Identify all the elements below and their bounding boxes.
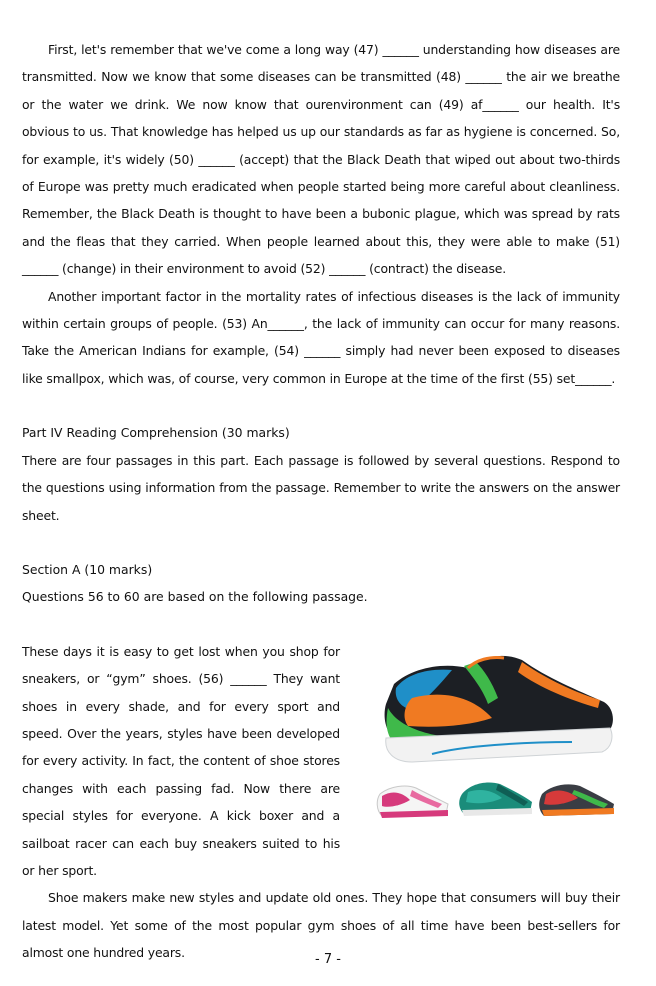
pink-sneaker-icon bbox=[377, 786, 448, 818]
section-a-note: Questions 56 to 60 are based on the following passage. bbox=[22, 589, 368, 605]
large-sneaker-icon bbox=[385, 656, 613, 762]
passage-paragraph-2: Another important factor in the mortality rates of infectious diseases is the lack of immunity within certain groups of people. (53) An______, the lack of immunity can occur for many reasons. Take the American Indians for example, (54) ______ simply had never been exposed to diseases like smallpox, which was, of course, very common in Europe at the time of the first (55) set______. bbox=[22, 288, 620, 386]
part-iv-instructions: There are four passages in this part. Each passage is followed by several questions. Respond to the questions using information from the passage. Remember to write the answers on the answer sheet. bbox=[22, 452, 620, 523]
page-content bbox=[22, 36, 620, 967]
part-iv-heading: Part IV Reading Comprehension (30 marks) bbox=[22, 425, 290, 441]
section-a-paragraph-2: Shoe makers make new styles and update old ones. They hope that consumers will buy their latest model. Yet some of the most popular gym shoes of all time have been best-sellers for almost one hundred years. bbox=[22, 890, 620, 961]
multicolor-sneaker-icon bbox=[539, 784, 614, 816]
section-a-body bbox=[22, 638, 620, 967]
teal-sneaker-icon bbox=[459, 782, 532, 816]
page-number: - 7 - bbox=[315, 952, 341, 967]
sneakers-illustration bbox=[372, 638, 620, 828]
section-a-paragraph-1: These days it is easy to get lost when you shop for sneakers, or “gym” shoes. (56) ______ They want shoes in every shade, and for every sport and speed. Over the years, styles have been developed for every activity. In fact, the content of shoe stores changes with each passing fad. Now there are special styles for everyone. A kick boxer and a sailboat racer can each buy sneakers suited to his or her sport. bbox=[22, 643, 340, 878]
sneakers-image bbox=[372, 638, 620, 828]
section-a-heading: Section A (10 marks) bbox=[22, 561, 153, 577]
passage-paragraph-1: First, let's remember that we've come a long way (47) ______ understanding how diseases are transmitted. Now we know that some diseases can be transmitted (48) ______ the air we breathe or the water we drink. We now know that ourenvironment can (49) af______ our health. It's obvious to us. That knowledge has helped us up our standards as far as hygiene is concerned. So, for example, it's widely (50) ______ (accept) that the Black Death that wiped out about two-thirds of Europe was pretty much eradicated when people started being more careful about cleanliness. Remember, the Black Death is thought to have been a bubonic plague, which was spread by rats and the fleas that they carried. When people learned about this, they were able to make (51) ______ (change) in their environment to avoid (52) ______ (contract) the disease. bbox=[22, 42, 620, 277]
